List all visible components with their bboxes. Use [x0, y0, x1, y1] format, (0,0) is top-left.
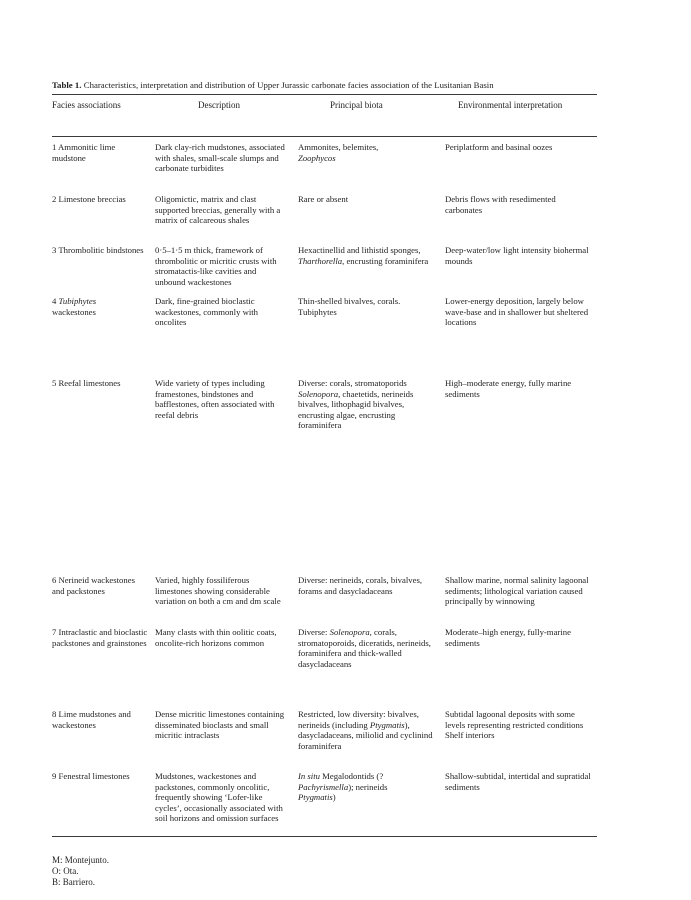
row9-environment: Shallow-subtidal, intertidal and supratidal sediments — [445, 771, 591, 792]
header-facies: Facies associations — [52, 100, 121, 110]
row8-environment — [445, 709, 595, 741]
row4-facies-name: Tubiphytes — [58, 296, 97, 306]
row4-facies-rest: wackestones — [52, 306, 96, 317]
row9-biota-c: Pachyrismella — [298, 781, 349, 792]
row1-biota — [298, 142, 433, 163]
row6-description: Varied, highly fossiliferous limestones showing considerable variation on both a cm and dm scale — [155, 575, 281, 607]
table-notes — [52, 855, 109, 888]
row5-biota-c: , chaetetids, nerineids bivalves, lithophagid bivalves, encrusting algae, encrusting foraminifera — [298, 388, 414, 431]
row3-facies: 3 Thrombolitic bindstones — [52, 245, 144, 255]
row7-biota — [298, 627, 433, 669]
row8-biota-a: Restricted, low diversity: bivalves, nerineids (including — [298, 709, 419, 730]
table-bottom-rule — [52, 836, 597, 837]
row9-biota-d: ); nerineids — [348, 781, 388, 792]
row6-biota: Diverse: nerineids, corals, bivalves, forams and dasycladaceans — [298, 575, 423, 596]
row9-facies: 9 Fenestral limestones — [52, 771, 130, 781]
row7-biota-a: Diverse: — [298, 627, 328, 637]
row1-biota-b: Zoophycos — [298, 152, 336, 163]
row1-biota-a: Ammonites, belemites, — [298, 142, 379, 152]
row7-environment: Moderate–high energy, fully-marine sediments — [445, 627, 571, 648]
row3-biota — [298, 245, 433, 266]
row2-environment: Debris flows with resedimented carbonates — [445, 194, 556, 215]
row8-biota-c: ), dasycladaceans, miliolid and cyclinind foraminifera — [298, 719, 433, 751]
row9-biota-e: Ptygmatis — [298, 792, 333, 803]
header-description: Description — [198, 100, 240, 110]
row5-environment: High–moderate energy, fully marine sediments — [445, 378, 572, 399]
row1-facies: 1 Ammonitic lime mudstone — [52, 142, 116, 163]
row3-environment: Deep-water/low light intensity biohermal mounds — [445, 245, 589, 266]
row2-biota: Rare or absent — [298, 194, 349, 204]
row4-biota: Thin-shelled bivalves, corals. Tubiphytes — [298, 296, 401, 317]
row4-facies — [52, 296, 148, 317]
row1-environment: Periplatform and basinal oozes — [445, 142, 553, 152]
row4-facies-num: 4 — [52, 296, 57, 306]
row9-biota — [298, 771, 433, 803]
row9-description: Mudstones, wackestones and packstones, commonly oncolitic, frequently showing ‘Lofer-like cycles’, occasionally associated with soil horizons and omission surfaces — [155, 771, 283, 824]
row8-biota-b: Ptygmatis — [369, 719, 405, 730]
row7-facies: 7 Intraclastic and bioclastic packstones and grainstones — [52, 627, 148, 648]
table-title: Characteristics, interpretation and distribution of Upper Jurassic carbonate facies association of the Lusitanian Basin — [83, 80, 494, 90]
row5-biota-a: Diverse: corals, stromatoporids — [298, 378, 407, 388]
note-montejunto: M: Montejunto. — [52, 855, 110, 865]
row7-description: Many clasts with thin oolitic coats, oncolite-rich horizons common — [155, 627, 277, 648]
row5-biota-b: Solenopora — [298, 388, 339, 399]
row3-biota-b: Tharthorella — [298, 255, 343, 266]
row6-facies: 6 Nerineid wackestones and packstones — [52, 575, 135, 596]
row4-environment: Lower-energy deposition, largely below wave-base and in shallower but sheltered locations — [445, 296, 589, 328]
header-environment: Environmental interpretation — [458, 100, 563, 110]
row9-biota-a: In situ — [298, 771, 320, 781]
row7-biota-c: , corals, stromatoporoids, diceratids, nerineids, foraminifera and thick-walled dasycladaceans — [298, 627, 431, 669]
table-caption — [52, 80, 612, 91]
row3-biota-a: Hexactinellid and lithistid sponges, — [298, 245, 421, 255]
row4-description: Dark, fine-grained bioclastic wackestones, commonly with oncolites — [155, 296, 259, 328]
row9-biota-b: Megalodontids (? — [319, 771, 384, 781]
table-top-rule — [52, 94, 597, 95]
row3-description: 0·5–1·5 m thick, framework of thrombolitic or micritic crusts with stromatactis-like cavities and unbound wackestones — [155, 245, 277, 287]
header-biota: Principal biota — [330, 100, 383, 110]
row8-biota — [298, 709, 433, 751]
note-ota: O: Ota. — [52, 866, 79, 876]
row8-facies: 8 Lime mudstones and wackestones — [52, 709, 131, 730]
table-label: Table 1. — [52, 80, 82, 90]
row2-description: Oligomictic, matrix and clast supported breccias, generally with a matrix of calcareous shales — [155, 194, 281, 226]
row1-description: Dark clay-rich mudstones, associated with shales, small-scale slumps and carbonate turbidites — [155, 142, 285, 174]
row8-environment-a: Subtidal lagoonal deposits with some levels representing restricted conditions — [445, 709, 584, 730]
row5-description: Wide variety of types including framestones, bindstones and bafflestones, often associated with reefal debris — [155, 378, 275, 420]
row5-biota — [298, 378, 433, 431]
row8-environment-b: Shelf interiors — [445, 730, 495, 741]
row3-biota-c: , encrusting foraminifera — [342, 255, 429, 266]
row8-description: Dense micritic limestones containing disseminated bioclasts and small micritic intraclasts — [155, 709, 285, 741]
row6-environment: Shallow marine, normal salinity lagoonal sediments; lithological variation caused principally by winnowing — [445, 575, 589, 607]
row9-biota-f: ) — [332, 792, 336, 803]
row2-facies: 2 Limestone breccias — [52, 194, 126, 204]
row5-facies: 5 Reefal limestones — [52, 378, 121, 388]
header-rule — [52, 136, 597, 137]
row7-biota-b: Solenopora — [329, 627, 370, 637]
note-barriero: B: Barriero. — [52, 877, 95, 887]
